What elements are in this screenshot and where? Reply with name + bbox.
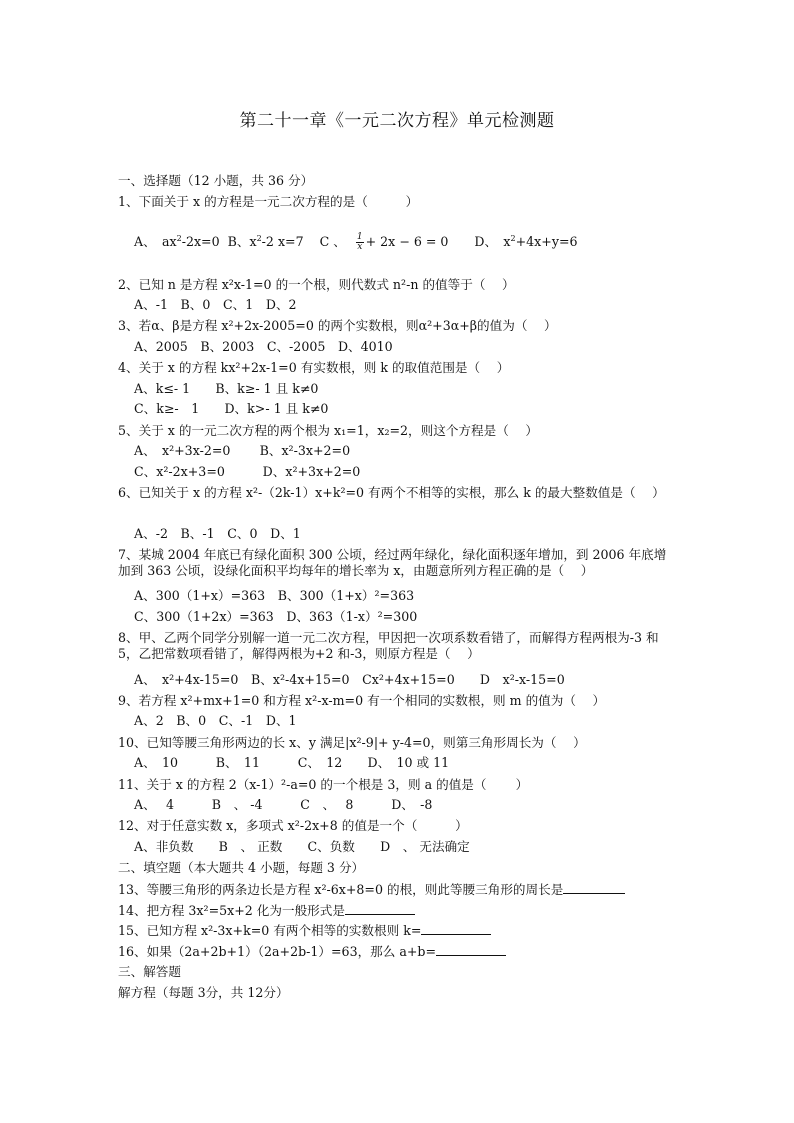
- section-solve-instructions: 解方程（每题 3分，共 12分）: [118, 985, 289, 1000]
- q1-option-c-rest: + 2x − 6 = 0: [365, 234, 449, 249]
- question-14-stem: 14、把方程 3x²=5x+2 化为一般形式是: [118, 903, 345, 918]
- answer-blank-16[interactable]: [436, 943, 506, 956]
- question-9-stem: 9、若方程 x²+mx+1=0 和方程 x²-x-m=0 有一个相同的实数根，则 m 的值为（ ）: [118, 693, 606, 708]
- question-10-options: A、 10 B、 11 C、 12 D、 10 或 11: [134, 755, 450, 770]
- q1-option-d-prefix: D、 x: [474, 234, 511, 249]
- question-8-options: A、 x²+4x-15=0 B、x²-4x+15=0 Cx²+4x+15=0 D x²-x-15=0: [134, 672, 565, 687]
- question-6-stem: 6、已知关于 x 的方程 x²-（2k-1）x+k²=0 有两个不相等的实根，那么 k 的最大整数值是（ ）: [118, 485, 665, 500]
- question-7-stem: 7、某城 2004 年底已有绿化面积 300 公顷，经过两年绿化，绿化面积逐年增加，到 2006 年底增加到 363 公顷，设绿化面积平均每年的增长率为 x，由题意所列方程正确的是（ ）: [118, 547, 667, 578]
- question-4-stem: 4、关于 x 的方程 kx²+2x-1=0 有实数根，则 k 的取值范围是（ ）: [118, 360, 510, 375]
- section-header-choice: 一、选择题（12 小题，共 36 分）: [118, 173, 314, 188]
- question-6-options: A、-2 B、-1 C、0 D、1: [134, 526, 301, 541]
- question-15-stem: 15、已知方程 x²-3x+k=0 有两个相等的实数根则 k=: [118, 923, 422, 938]
- q1-option-b-prefix: B、x: [227, 234, 257, 249]
- q1-option-d-suffix: +4x+y=6: [515, 234, 578, 249]
- q1-option-c-label: C 、: [319, 234, 346, 249]
- q1-option-a-suffix: -2x=0: [181, 234, 220, 249]
- question-1-options: A、 $ax^2-2x=0$ B、$x^2-2$ x=7 C 、 $\frac{1}{x}$ + 2x − 6 = 0 D、 $x^2+4x+y=6$: [134, 232, 578, 252]
- question-15: [118, 922, 678, 939]
- question-8-stem: 8、甲、乙两个同学分别解一道一元二次方程，甲因把一次项系数看错了，而解得方程两根为-3 和 5，乙把常数项看错了，解得两根为+2 和-3，则原方程是（ ）: [118, 630, 659, 661]
- question-5-options-1: A、 x²+3x-2=0 B、x²-3x+2=0: [134, 443, 351, 458]
- question-12-stem: 12、对于任意实数 x，多项式 x²-2x+8 的值是一个（ ）: [118, 818, 468, 833]
- answer-blank-14[interactable]: [345, 902, 415, 915]
- question-2-options: A、-1 B、0 C、1 D、2: [134, 297, 297, 312]
- question-7-options-1: A、300（1+x）=363 B、300（1+x）²=363: [134, 588, 415, 603]
- question-14: [118, 902, 678, 919]
- question-11-options: A、 4 B 、 -4 C 、 8 D、 -8: [134, 797, 433, 812]
- q1-option-c-fraction: [356, 233, 364, 252]
- question-13-stem: 13、等腰三角形的两条边长是方程 x²-6x+8=0 的根，则此等腰三角形的周长是: [118, 882, 564, 897]
- fraction-numerator: 1: [356, 232, 363, 242]
- question-16: [118, 943, 678, 960]
- fraction-denominator: x: [357, 242, 363, 252]
- question-2-stem: 2、已知 n 是方程 x²x-1=0 的一个根，则代数式 n²-n 的值等于（ ）: [118, 277, 515, 292]
- page-title: 第二十一章《一元二次方程》单元检测题: [239, 111, 555, 131]
- question-13: [118, 881, 678, 898]
- question-3-options: A、2005 B、2003 C、-2005 D、4010: [134, 339, 393, 354]
- question-4-options-2: C、k≥- 1 D、k>- 1 且 k≠0: [134, 401, 329, 416]
- q1-option-b-suffix: -2 x=7: [261, 234, 304, 249]
- answer-blank-13[interactable]: [563, 881, 625, 894]
- question-4-options-1: A、k≤- 1 B、k≥- 1 且 k≠0: [134, 381, 319, 396]
- question-7-options-2: C、300（1+2x）=363 D、363（1-x）²=300: [134, 609, 418, 624]
- question-16-stem: 16、如果（2a+2b+1）（2a+2b-1）=63，那么 a+b=: [118, 944, 437, 959]
- question-9-options: A、2 B、0 C、-1 D、1: [134, 713, 297, 728]
- q1-option-a-prefix: A、 ax: [134, 234, 177, 249]
- question-11-stem: 11、关于 x 的方程 2（x-1）²-a=0 的一个根是 3，则 a 的值是（ ）: [118, 777, 529, 792]
- question-1-stem: 1、下面关于 x 的方程是一元二次方程的是（ ）: [118, 194, 419, 209]
- question-5-options-2: C、x²-2x+3=0 D、x²+3x+2=0: [134, 464, 361, 479]
- question-12-options: A、非负数 B 、 正数 C、负数 D 、 无法确定: [134, 839, 470, 854]
- question-3-stem: 3、若α、β是方程 x²+2x-2005=0 的两个实数根，则α²+3α+β的值为（ ）: [118, 318, 557, 333]
- question-5-stem: 5、关于 x 的一元二次方程的两个根为 x₁=1，x₂=2，则这个方程是（ ）: [118, 423, 538, 438]
- question-10-stem: 10、已知等腰三角形两边的长 x、y 满足|x²-9|+ y-4=0，则第三角形周长为（ ）: [118, 735, 586, 750]
- section-header-solve: 三、解答题: [118, 964, 181, 979]
- section-header-fill: 二、填空题（本大题共 4 小题，每题 3 分）: [118, 860, 365, 875]
- answer-blank-15[interactable]: [421, 922, 491, 935]
